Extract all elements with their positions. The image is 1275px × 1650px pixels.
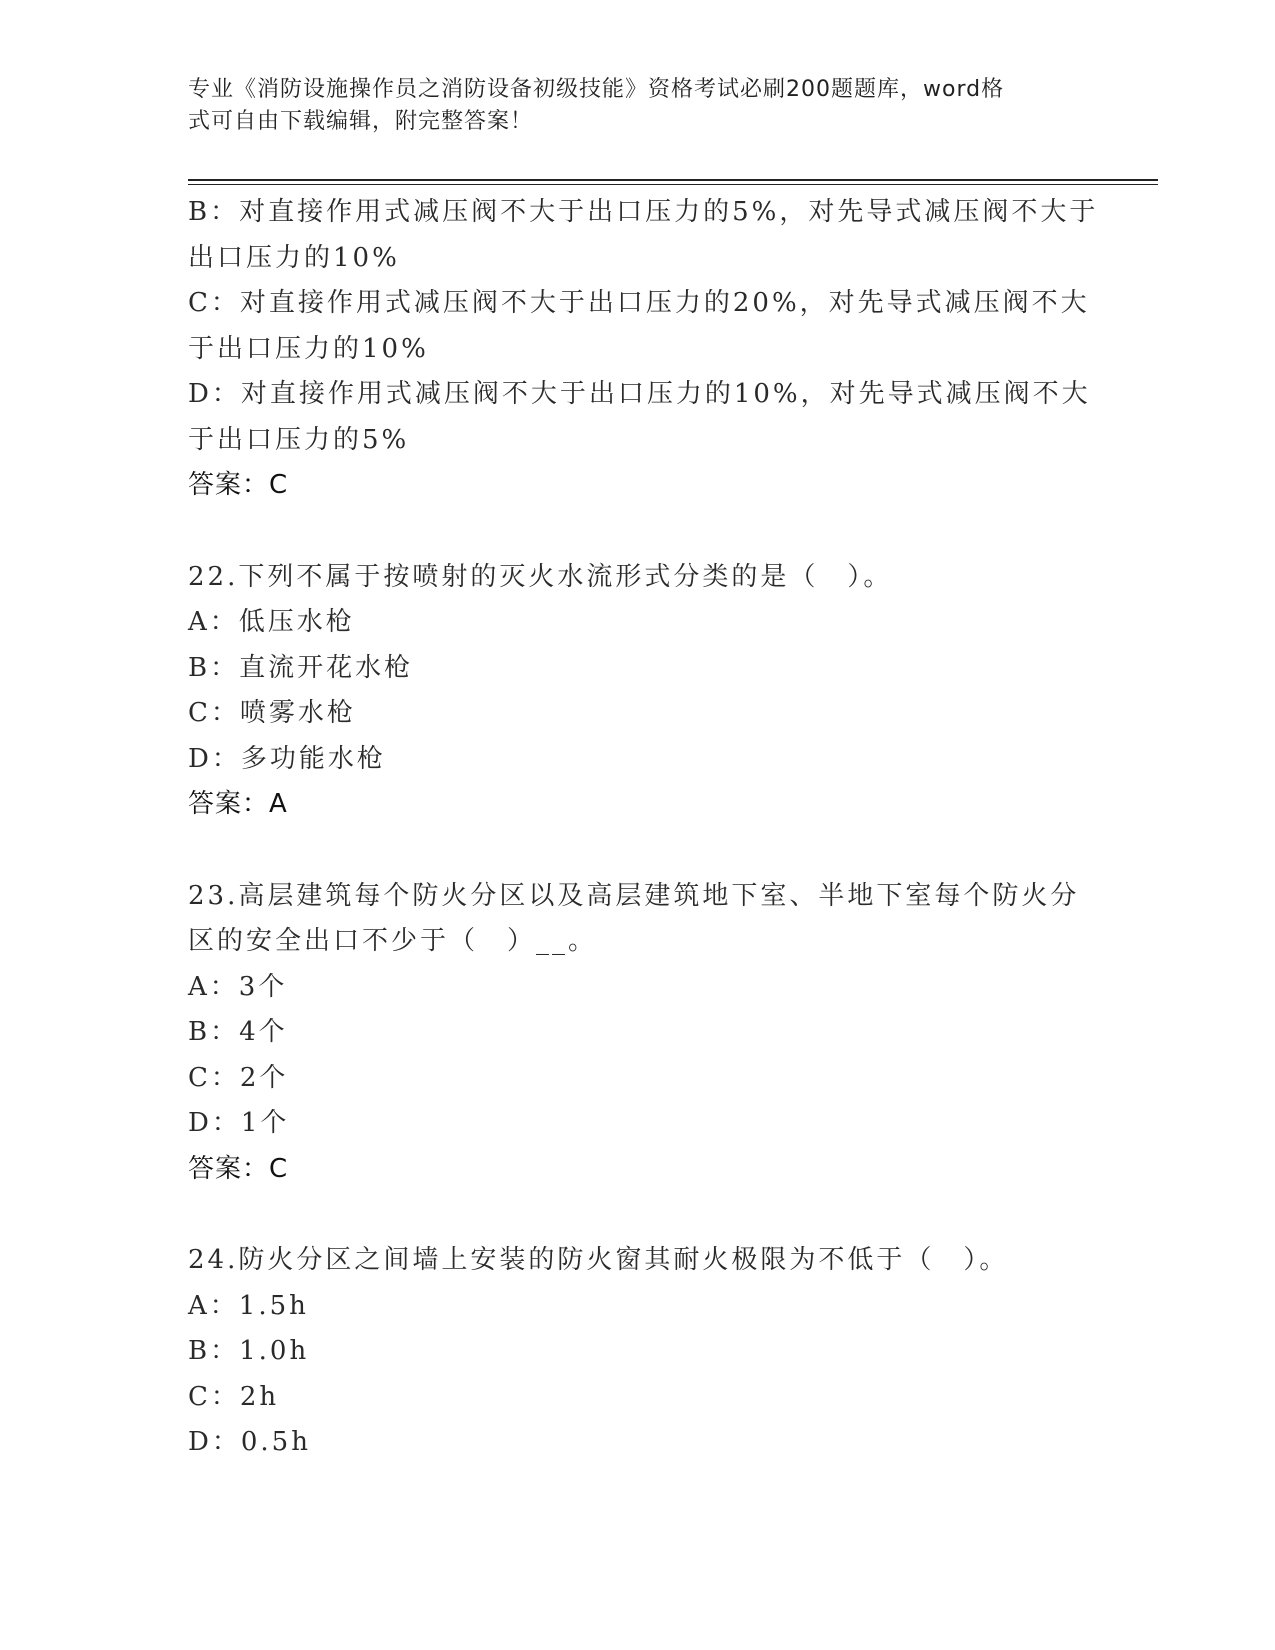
question-22 bbox=[188, 555, 1088, 828]
option-c: C：2h bbox=[188, 1381, 280, 1412]
question-24 bbox=[188, 1238, 1088, 1466]
option-d-line-2: 于出口压力的5% bbox=[188, 424, 410, 455]
question-23 bbox=[188, 874, 1088, 1193]
option-d: D：1个 bbox=[188, 1108, 290, 1138]
option-c: C：2个 bbox=[188, 1062, 289, 1093]
answer: 答案：C bbox=[188, 1153, 289, 1184]
option-b-line-2: 出口压力的10% bbox=[188, 242, 400, 273]
spacer bbox=[188, 828, 1088, 874]
header-title-line-1: 专业《消防设施操作员之消防设备初级技能》资格考试必刷200题题库，word格 bbox=[188, 77, 1005, 102]
header-title-line-2: 式可自由下载编辑，附完整答案！ bbox=[188, 109, 534, 134]
answer: 答案：C bbox=[188, 470, 289, 500]
option-c-line-1: C：对直接作用式减压阀不大于出口压力的20%，对先导式减压阀不大 bbox=[188, 288, 1090, 318]
option-a: A：1.5h bbox=[188, 1290, 309, 1321]
question-text: 22.下列不属于按喷射的灭火水流形式分类的是（ ）。 bbox=[188, 561, 893, 592]
header-divider-thick bbox=[188, 179, 1158, 181]
spacer bbox=[188, 509, 1088, 555]
question-text-line-2: 区的安全出口不少于（ ）__。 bbox=[188, 926, 598, 956]
option-a: A：3个 bbox=[188, 971, 288, 1002]
answer: 答案：A bbox=[188, 789, 288, 819]
option-c: C：喷雾水枪 bbox=[188, 698, 356, 728]
option-c-line-2: 于出口压力的10% bbox=[188, 333, 429, 364]
option-b-line-1: B：对直接作用式减压阀不大于出口压力的5%，对先导式减压阀不大于 bbox=[188, 197, 1099, 227]
question-list bbox=[188, 190, 1099, 1466]
option-b: B：4个 bbox=[188, 1017, 288, 1047]
option-d-line-1: D：对直接作用式减压阀不大于出口压力的10%，对先导式减压阀不大 bbox=[188, 379, 1091, 409]
header-divider-thin bbox=[188, 184, 1158, 185]
option-d: D：0.5h bbox=[188, 1427, 311, 1457]
option-d: D：多功能水枪 bbox=[188, 743, 386, 774]
option-b: B：1.0h bbox=[188, 1336, 310, 1366]
spacer bbox=[188, 1192, 1088, 1238]
question-text-line-1: 23.高层建筑每个防火分区以及高层建筑地下室、半地下室每个防火分 bbox=[188, 880, 1080, 911]
option-a: A：低压水枪 bbox=[188, 607, 355, 637]
question-21 bbox=[188, 190, 1099, 509]
question-text: 24.防火分区之间墙上安装的防火窗其耐火极限为不低于（ ）。 bbox=[188, 1245, 1009, 1275]
page-header bbox=[188, 74, 1068, 138]
option-b: B：直流开花水枪 bbox=[188, 652, 414, 683]
